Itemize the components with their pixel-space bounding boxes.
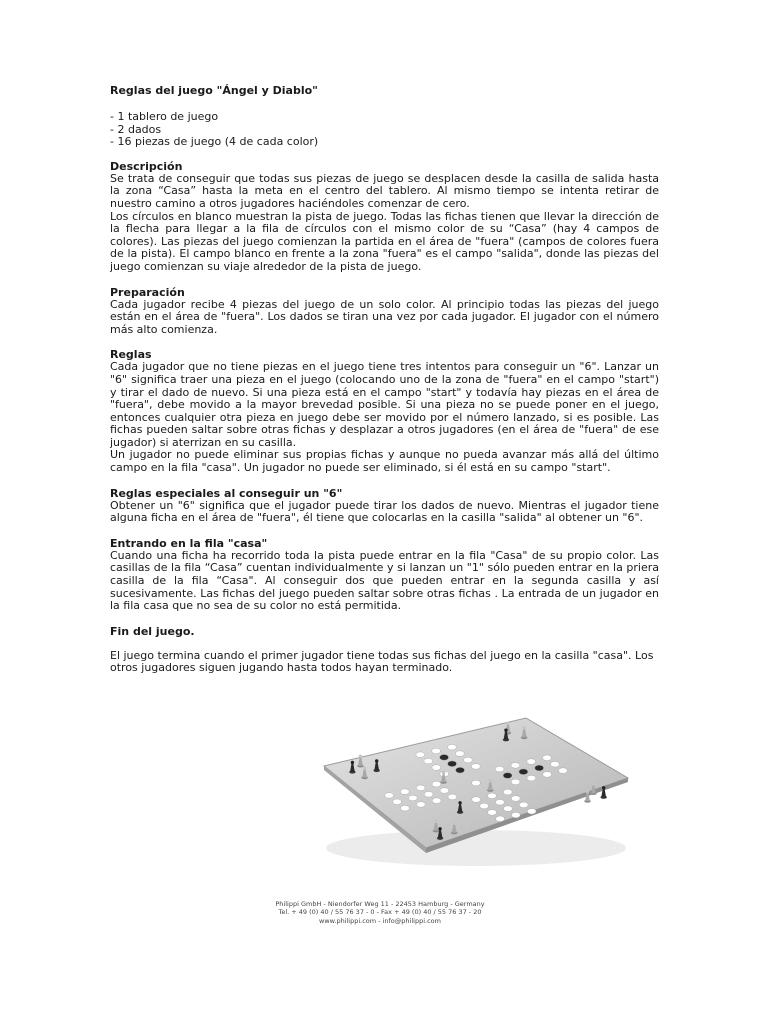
board-track-circle: [503, 789, 512, 795]
board-track-circle: [511, 779, 520, 785]
board-track-circle: [432, 781, 441, 787]
board-track-circle: [527, 759, 536, 765]
board-track-circle: [448, 761, 457, 767]
board-track-circle: [519, 802, 528, 808]
board-track-circle: [424, 758, 433, 764]
section-heading: Descripción: [110, 159, 183, 173]
section-paragraph: Obtener un "6" significa que el jugador puede tirar los dados de nuevo. Mientras el jugador tiene alguna ficha en el área de "fuera", él tiene que colocarlas en la casilla "salida" al obtener un "6".: [110, 498, 659, 525]
board-track-circle: [543, 755, 552, 761]
board-track-circle: [543, 772, 552, 778]
board-track-circle: [503, 773, 512, 779]
board-track-circle: [432, 798, 441, 804]
section-heading: Preparación: [110, 285, 185, 299]
board-track-circle: [432, 765, 441, 771]
board-track-circle: [527, 809, 536, 815]
section-paragraph: Se trata de conseguir que todas sus piezas de juego se desplacen desde la casilla de salida hasta la zona “Casa” hasta la meta en el centro del tablero. Al mismo tiempo se intenta retirar de nuestro camino a otros jugadores haciéndoles comenzar de cero.: [110, 171, 659, 210]
section-heading: Fin del juego.: [110, 624, 195, 638]
materials-list: [110, 111, 659, 149]
board-track-circle: [432, 748, 441, 754]
board-track-circle: [559, 768, 568, 774]
board-track-circle: [480, 803, 489, 809]
board-track-circle: [448, 744, 457, 750]
board-track-circle: [416, 802, 425, 808]
board-track-circle: [519, 769, 528, 775]
section-fin: [110, 625, 659, 675]
section-paragraph: Cada jugador recibe 4 piezas del juego de un solo color. Al principio todas las piezas del juego están en el área de "fuera". Los dados se tiran una vez por cada jugador. El jugador con el número más alto comienza.: [110, 297, 659, 336]
board-track-circle: [456, 767, 465, 773]
board-track-circle: [455, 751, 464, 757]
board-track-circle: [496, 799, 505, 805]
board-track-circle: [393, 799, 402, 805]
board-track-circle: [503, 806, 512, 812]
section-paragraph: Un jugador no puede eliminar sus propias fichas y aunque no pueda avanzar más allá del último campo en la fila "casa". Un jugador no puede ser eliminado, si él está en su campo "start".: [110, 448, 659, 475]
board-track-circle: [416, 785, 425, 791]
section-preparacion: [110, 286, 659, 337]
game-board-photo: [316, 698, 636, 876]
document-body: [110, 84, 659, 687]
section-paragraph: Los círculos en blanco muestran la pista de juego. Todas las fichas tienen que llevar la dirección de la flecha para llegar a la fila de círculos con el mismo color de su “Casa” (hay 4 campos de colores). Las piezas del juego comienzan la partida en el área de "fuera" (campos de colores fuera de la pista). El campo blanco en frente a la zona "fuera" es el campo "salida", donde las piezas del juego comienzan su viaje alrededor de la pista de juego.: [110, 209, 659, 273]
materials-item: - 2 dados: [110, 122, 162, 136]
section-entrando: [110, 537, 659, 613]
board-track-circle: [511, 812, 520, 818]
board-track-circle: [511, 763, 520, 769]
board-track-circle: [401, 805, 410, 811]
board-track-circle: [488, 793, 497, 799]
materials-item: - 1 tablero de juego: [110, 110, 219, 123]
board-track-circle: [424, 791, 433, 797]
footer-phone: Tel. + 49 (0) 40 / 55 76 37 - 0 - Fax + 49 (0) 40 / 55 76 37 - 20: [278, 908, 482, 917]
board-track-circle: [463, 757, 472, 763]
board-track-circle: [527, 775, 536, 781]
board-track-circle: [400, 789, 409, 795]
board-track-circle: [535, 765, 544, 771]
footer-web: www.philippi.com - info@philippi.com: [319, 916, 441, 925]
board-track-circle: [408, 795, 417, 801]
section-heading: Reglas: [110, 348, 152, 362]
board-track-circle: [385, 793, 394, 799]
board-track-circle: [440, 788, 449, 794]
materials-item: - 16 piezas de juego (4 de cada color): [110, 135, 319, 149]
board-track-circle: [488, 810, 497, 816]
board-track-circle: [511, 796, 520, 802]
board-track-circle: [448, 794, 457, 800]
section-heading: Entrando en la fila "casa": [110, 536, 268, 550]
footer-address: Philippi GmbH - Niendorfer Weg 11 - 22453 Hamburg - Germany: [275, 900, 485, 908]
board-track-circle: [472, 780, 481, 786]
board-track-circle: [496, 816, 505, 822]
section-paragraph: Cuando una ficha ha recorrido toda la pista puede entrar en la fila "Casa" de su propio color. Las casillas de la fila “Casa” cuentan individualmente y si lanzan un "1" sólo pueden entrar en la priera casilla de la fila “Casa". Al conseguir dos que pueden entrar en la segunda casilla y así sucesivamente. Las fichas del juego pueden saltar sobre otras fichas . La entrada de un jugador en la fila casa que no sea de su color no está permitida.: [110, 548, 659, 613]
board-track-circle: [471, 764, 480, 770]
board-track-circle: [551, 761, 560, 767]
board-track-circle: [495, 766, 504, 772]
section-descripcion: [110, 160, 659, 274]
board-track-circle: [416, 752, 425, 758]
section-especiales: [110, 487, 659, 525]
board-track-circle: [472, 797, 481, 803]
section-heading: Reglas especiales al conseguir un "6": [110, 486, 343, 500]
section-paragraph: El juego termina cuando el primer jugador tiene todas sus fichas del juego en la casilla "casa". Los otros jugadores siguen jugando hasta todos hayan terminado.: [110, 648, 654, 675]
section-paragraph: Cada jugador que no tiene piezas en el juego tiene tres intentos para conseguir un "6". Lanzar un "6" significa traer una pieza en el juego (colocando uno de la zona de "fuera" en el campo "start") y tirar el dado de nuevo. Si una pieza está en el campo "start" y todavía hay piezas en el área de "fuera", debe movido a la mayor brevedad posible. Si una pieza no se puede poner en el juego, entonces cualquier otra pieza en juego debe ser movido por el número lanzado, si es posible. Las fichas pueden saltar sobre otras fichas y desplazar a otros jugadores (en el área de "fuera" de ese jugador) si aterrizan en su casilla.: [110, 360, 659, 449]
footer: [250, 900, 510, 925]
board-track-circle: [440, 755, 449, 761]
section-reglas: [110, 348, 659, 474]
document-title: Reglas del juego "Ángel y Diablo": [110, 84, 318, 97]
